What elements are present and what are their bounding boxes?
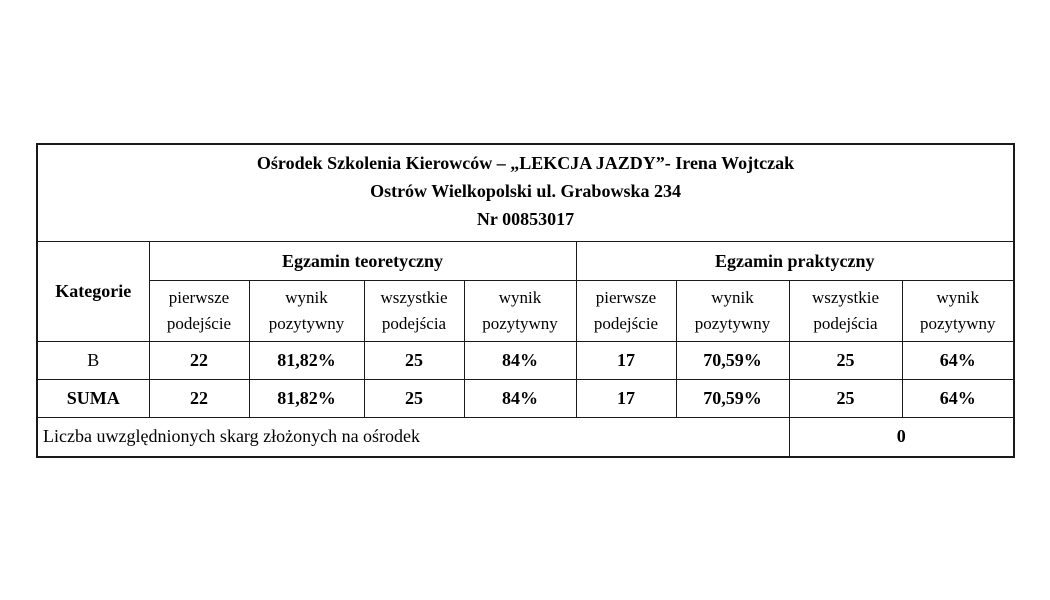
suma-practice-all-attempts-value: 25 <box>789 380 902 418</box>
suma-label: SUMA <box>37 380 149 418</box>
suma-practice-positive-result-value: 70,59% <box>676 380 789 418</box>
subcolumn-header-row <box>37 281 1014 342</box>
complaints-label: Liczba uwzględnionych skarg złożonych na ośrodek <box>37 418 789 457</box>
center-address-line: Ostrów Wielkopolski ul. Grabowska 234 <box>370 181 681 201</box>
complaints-value: 0 <box>789 418 1014 457</box>
theory-all-attempts-header: wszystkie podejścia <box>364 281 464 342</box>
theory-first-attempt-header: pierwsze podejście <box>149 281 249 342</box>
suma-theory-all-positive-result-value: 84% <box>464 380 576 418</box>
exam-results-table <box>36 143 1015 458</box>
suma-theory-positive-result-value: 81,82% <box>249 380 364 418</box>
b-practice-all-positive-result-value: 64% <box>902 342 1014 380</box>
center-name-line: Ośrodek Szkolenia Kierowców – „LEKCJA JAZDY”- Irena Wojtczak <box>256 153 795 173</box>
suma-practice-first-attempt-value: 17 <box>576 380 676 418</box>
theory-positive-result-header: wynik pozytywny <box>249 281 364 342</box>
b-theory-first-attempt-value: 22 <box>149 342 249 380</box>
theory-exam-group-header: Egzamin teoretyczny <box>149 242 576 281</box>
suma-practice-all-positive-result-value: 64% <box>902 380 1014 418</box>
category-header-cell: Kategorie <box>37 242 149 342</box>
practice-exam-group-header: Egzamin praktyczny <box>576 242 1014 281</box>
practice-all-attempts-header: wszystkie podejścia <box>789 281 902 342</box>
theory-all-positive-result-header: wynik pozytywny <box>464 281 576 342</box>
table-row-category-b <box>37 342 1014 380</box>
b-practice-positive-result-value: 70,59% <box>676 342 789 380</box>
center-number-line: Nr 00853017 <box>476 209 575 229</box>
table-row-suma <box>37 380 1014 418</box>
title-row <box>37 144 1014 242</box>
category-b-label: B <box>37 342 149 380</box>
practice-first-attempt-header: pierwsze podejście <box>576 281 676 342</box>
title-cell <box>37 144 1014 242</box>
complaints-row <box>37 418 1014 457</box>
b-practice-all-attempts-value: 25 <box>789 342 902 380</box>
practice-positive-result-header: wynik pozytywny <box>676 281 789 342</box>
b-theory-all-positive-result-value: 84% <box>464 342 576 380</box>
b-practice-first-attempt-value: 17 <box>576 342 676 380</box>
suma-theory-all-attempts-value: 25 <box>364 380 464 418</box>
b-theory-positive-result-value: 81,82% <box>249 342 364 380</box>
practice-all-positive-result-header: wynik pozytywny <box>902 281 1014 342</box>
group-header-row <box>37 242 1014 281</box>
b-theory-all-attempts-value: 25 <box>364 342 464 380</box>
suma-theory-first-attempt-value: 22 <box>149 380 249 418</box>
